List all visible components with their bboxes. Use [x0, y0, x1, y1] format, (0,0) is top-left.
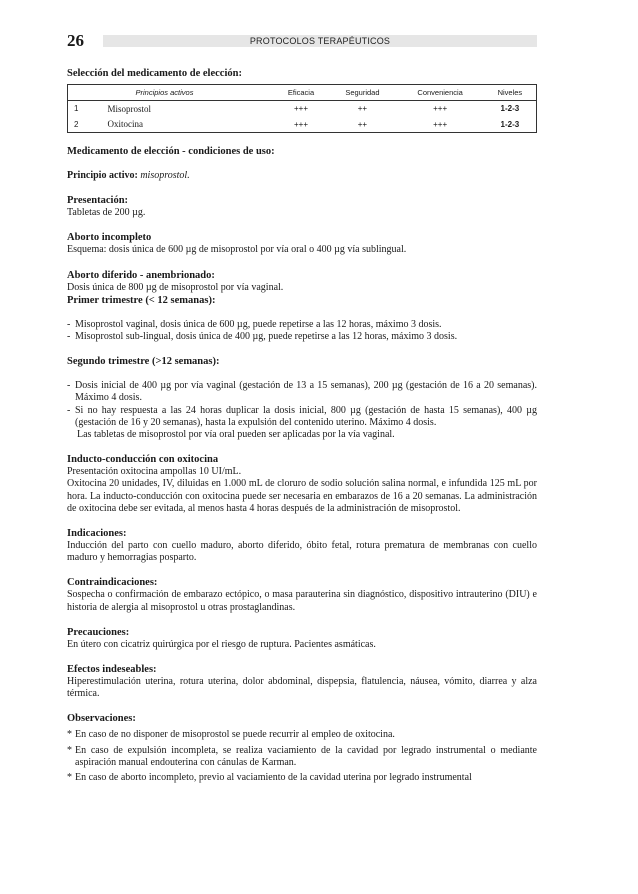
table-row	[68, 117, 537, 133]
selection-title: Selección del medicamento de elección:	[67, 68, 242, 79]
drug-name: Oxitocina	[107, 119, 143, 130]
list-item-text: Misoprostol vaginal, dosis única de 600 µg, puede repetirse a las 12 horas, máximo 3 dosis.	[75, 318, 442, 330]
drug-name: Misoprostol	[107, 103, 152, 114]
precauciones-text: En útero con cicatriz quirúrgica por el riesgo de ruptura. Pacientes asmáticas.	[67, 638, 376, 650]
oxitocina-presentation: Presentación oxitocina ampollas 10 UI/mL.	[67, 466, 242, 478]
aborto-diferido-text: Dosis única de 800 µg de misoprostol por vía vaginal.	[67, 281, 284, 293]
list-item-text: Misoprostol sub-lingual, dosis única de 400 µg, puede repetirse a las 12 horas, máximo 3 dosis.	[75, 331, 458, 343]
eficacia-value: +++	[293, 104, 308, 114]
observaciones-title: Observaciones:	[67, 713, 136, 725]
header-cell-eficacia: Eficacia	[274, 85, 329, 101]
oxitocina-text: Oxitocina 20 unidades, IV, diluidas en 1.000 mL de cloruro de sodio solución salina normal, e infundida 125 mL por hora. La inducto-conducción con oxitocina puede ser necesaria en embarazos de 16 a 20 semanas. La administración de oxitocina debe ser evitada, al menos hasta 4 horas después de la administración de misoprostol.	[67, 478, 537, 514]
list-item-text: Si no hay respuesta a las 24 horas duplicar la dosis inicial, 800 µg (gestación de hasta 15 semanas), 400 µg (gestación de 16 y 20 semanas), hasta la expulsión del contenido uterino. Máximo 4 dosis.	[75, 404, 537, 428]
seguridad-value: ++	[357, 119, 368, 129]
niveles-value: 1-2-3	[500, 119, 520, 129]
segundo-trimestre-title: Segundo trimestre (>12 semanas):	[67, 356, 220, 368]
page-header	[67, 33, 537, 49]
niveles-value: 1-2-3	[500, 104, 520, 114]
contraindicaciones-text: Sospecha o confirmación de embarazo ectópico, o masa parauterina sin diagnóstico, dispositivo intrauterino (DIU) e historia de alergia al misoprostol u otras prostaglandinas.	[67, 589, 537, 613]
drug-selection-table	[67, 84, 537, 133]
conveniencia-value: +++	[433, 119, 448, 129]
oxitocina-title: Inducto-conducción con oxitocina	[67, 454, 219, 466]
list-item: - Si no hay respuesta a las 24 horas duplicar la dosis inicial, 800 µg (gestación de hasta 15 semanas), 400 µg (gestación de 16 y 20 semanas), hasta la expulsión del contenido uterino. Máximo 4 dosis.	[67, 404, 537, 428]
principio-value: misoprostol.	[140, 170, 190, 181]
list-item: - Dosis inicial de 400 µg por vía vaginal (gestación de 13 a 15 semanas), 200 µg (gestación de 16 a 20 semanas). Máximo 4 dosis.	[67, 380, 537, 404]
list-item: * En caso de aborto incompleto, previo al vaciamiento de la cavidad uterina por legrado instrumental	[67, 772, 472, 784]
page-number: 26	[67, 31, 84, 50]
document-page	[67, 33, 537, 784]
aborto-incompleto-title: Aborto incompleto	[67, 232, 152, 244]
conditions-title: Medicamento de elección - condiciones de uso:	[67, 146, 275, 157]
seguridad-value: ++	[357, 104, 368, 114]
principio-activo-line	[67, 170, 537, 182]
header-cell-num	[68, 85, 86, 101]
aborto-diferido-title: Aborto diferido - anembrionado:	[67, 269, 215, 281]
contraindicaciones-title: Contraindicaciones:	[67, 577, 158, 589]
list-item: * En caso de expulsión incompleta, se realiza vaciamiento de la cavidad por legrado instrumental o mediante aspiración manual endouterina con cánulas de Karman.	[67, 744, 537, 768]
list-item-text: Dosis inicial de 400 µg por vía vaginal (gestación de 13 a 15 semanas), 200 µg (gestación de 16 a 20 semanas). Máximo 4 dosis.	[75, 380, 537, 404]
presentacion-title: Presentación:	[67, 195, 129, 207]
row-number: 1	[74, 104, 79, 114]
efectos-text: Hiperestimulación uterina, rotura uterina, dolor abdominal, dispepsia, flatulencia, náusea, vómito, diarrea y alza térmica.	[67, 676, 537, 700]
precauciones-title: Precauciones:	[67, 626, 130, 638]
header-cell-seguridad: Seguridad	[328, 85, 396, 101]
table-header-row	[68, 85, 537, 101]
list-item: - Misoprostol vaginal, dosis única de 600 µg, puede repetirse a las 12 horas, máximo 3 dosis.	[67, 318, 442, 330]
efectos-title: Efectos indeseables:	[67, 664, 157, 676]
header-cell-niveles: Niveles	[484, 85, 537, 101]
list-item-text: En caso de no disponer de misoprostol se puede recurrir al empleo de oxitocina.	[75, 729, 395, 741]
principio-label: Principio activo:	[67, 170, 138, 181]
indicaciones-title: Indicaciones:	[67, 528, 127, 540]
list-item-text: En caso de expulsión incompleta, se realiza vaciamiento de la cavidad por legrado instrumental o mediante aspiración manual endouterina con cánulas de Karman.	[75, 744, 537, 768]
eficacia-value: +++	[293, 119, 308, 129]
header-cell-principios: Principios activos	[86, 85, 274, 101]
indicaciones-text: Inducción del parto con cuello maduro, aborto diferido, óbito fetal, rotura prematura de membranas con cuello maduro y hemorragias posparto.	[67, 540, 537, 564]
list-item-text: En caso de aborto incompleto, previo al vaciamiento de la cavidad uterina por legrado instrumental	[75, 772, 472, 784]
list-item: - Misoprostol sub-lingual, dosis única de 400 µg, puede repetirse a las 12 horas, máximo 3 dosis.	[67, 331, 458, 343]
presentacion-text: Tabletas de 200 µg.	[67, 207, 146, 219]
running-title: PROTOCOLOS TERAPÉUTICOS	[249, 36, 391, 46]
row-number: 2	[74, 119, 79, 129]
aborto-incompleto-text: Esquema: dosis única de 600 µg de misoprostol por vía oral o 400 µg vía sublingual.	[67, 244, 407, 256]
segundo-trimestre-note: Las tabletas de misoprostol por vía oral pueden ser aplicadas por la vía vaginal.	[77, 429, 395, 441]
conveniencia-value: +++	[433, 104, 448, 114]
list-item: * En caso de no disponer de misoprostol se puede recurrir al empleo de oxitocina.	[67, 729, 395, 741]
header-cell-conveniencia: Conveniencia	[397, 85, 484, 101]
table-row	[68, 101, 537, 117]
primer-trimestre-title: Primer trimestre (< 12 semanas):	[67, 294, 216, 306]
